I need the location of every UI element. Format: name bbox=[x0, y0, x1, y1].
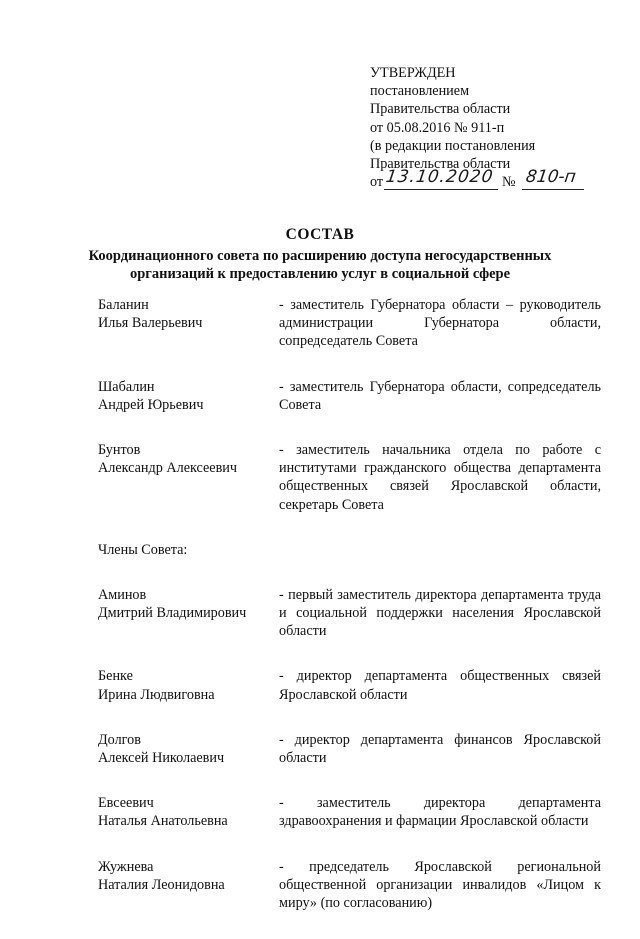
title-line: Координационного совета по расширению доступа негосударственных bbox=[88, 248, 552, 264]
member-role: - первый заместитель директора департамента труда и социальной поддержки населения Ярославской области bbox=[279, 586, 601, 640]
list-item bbox=[98, 667, 601, 703]
member-name: Баланин Илья Валерьевич bbox=[98, 297, 203, 332]
approval-stamp bbox=[370, 64, 610, 193]
member-name: Евсеевич Наталья Анатольевна bbox=[98, 795, 228, 830]
handwritten-date: 13.10.2020 bbox=[384, 167, 495, 188]
member-name: Жужнева Наталия Леонидовна bbox=[98, 858, 225, 893]
list-item bbox=[98, 731, 601, 767]
list-item bbox=[98, 296, 601, 351]
list-item bbox=[98, 858, 601, 913]
member-role: - заместитель начальника отдела по работе с институтами гражданского общества департамента общественных связей Ярославской области, секретарь Совета bbox=[279, 442, 601, 513]
number-underline bbox=[522, 189, 584, 190]
title-heading: СОСТАВ bbox=[285, 226, 355, 243]
list-item bbox=[98, 378, 601, 414]
approval-line: (в редакции постановления bbox=[370, 137, 536, 154]
approval-line: Правительства области bbox=[370, 156, 511, 173]
member-role: - заместитель Губернатора области – руководитель администрации Губернатора области, сопредседатель Совета bbox=[279, 297, 601, 350]
number-sign: № bbox=[502, 174, 516, 191]
list-item bbox=[98, 794, 601, 830]
date-underline bbox=[384, 189, 498, 190]
council-list bbox=[98, 296, 601, 939]
member-role: - директор департамента общественных связей Ярославской области bbox=[279, 668, 601, 703]
member-role: - директор департамента финансов Ярославской области bbox=[279, 731, 601, 767]
approval-line: Правительства области bbox=[370, 101, 511, 118]
approval-heading: УТВЕРЖДЕН bbox=[370, 65, 456, 81]
document-title bbox=[80, 226, 560, 283]
approval-line: постановлением bbox=[370, 83, 470, 100]
member-role: - заместитель директора департамента здравоохранения и фармации Ярославской области bbox=[279, 795, 601, 830]
member-name: Бенке Ирина Людвиговна bbox=[98, 668, 215, 703]
member-role: - председатель Ярославской региональной общественной организации инвалидов «Лицом к миру» (по согласованию) bbox=[279, 858, 601, 912]
member-role: - заместитель Губернатора области, сопредседатель Совета bbox=[279, 378, 601, 413]
approval-line: от 05.08.2016 № 911-п bbox=[370, 119, 505, 136]
amendment-prefix: от bbox=[370, 174, 384, 191]
member-name: Аминов Дмитрий Владимирович bbox=[98, 586, 247, 622]
member-name: Долгов Алексей Николаевич bbox=[98, 731, 225, 767]
members-section-label: Члены Совета: bbox=[98, 541, 188, 558]
member-name: Шабалин Андрей Юрьевич bbox=[98, 378, 204, 413]
handwritten-number: 810-п bbox=[524, 167, 578, 188]
list-item bbox=[98, 586, 601, 641]
amendment-line bbox=[370, 167, 610, 193]
list-item bbox=[98, 441, 601, 514]
member-name: Бунтов Александр Алексеевич bbox=[98, 442, 238, 477]
title-line: организаций к предоставлению услуг в социальной сфере bbox=[129, 266, 511, 282]
